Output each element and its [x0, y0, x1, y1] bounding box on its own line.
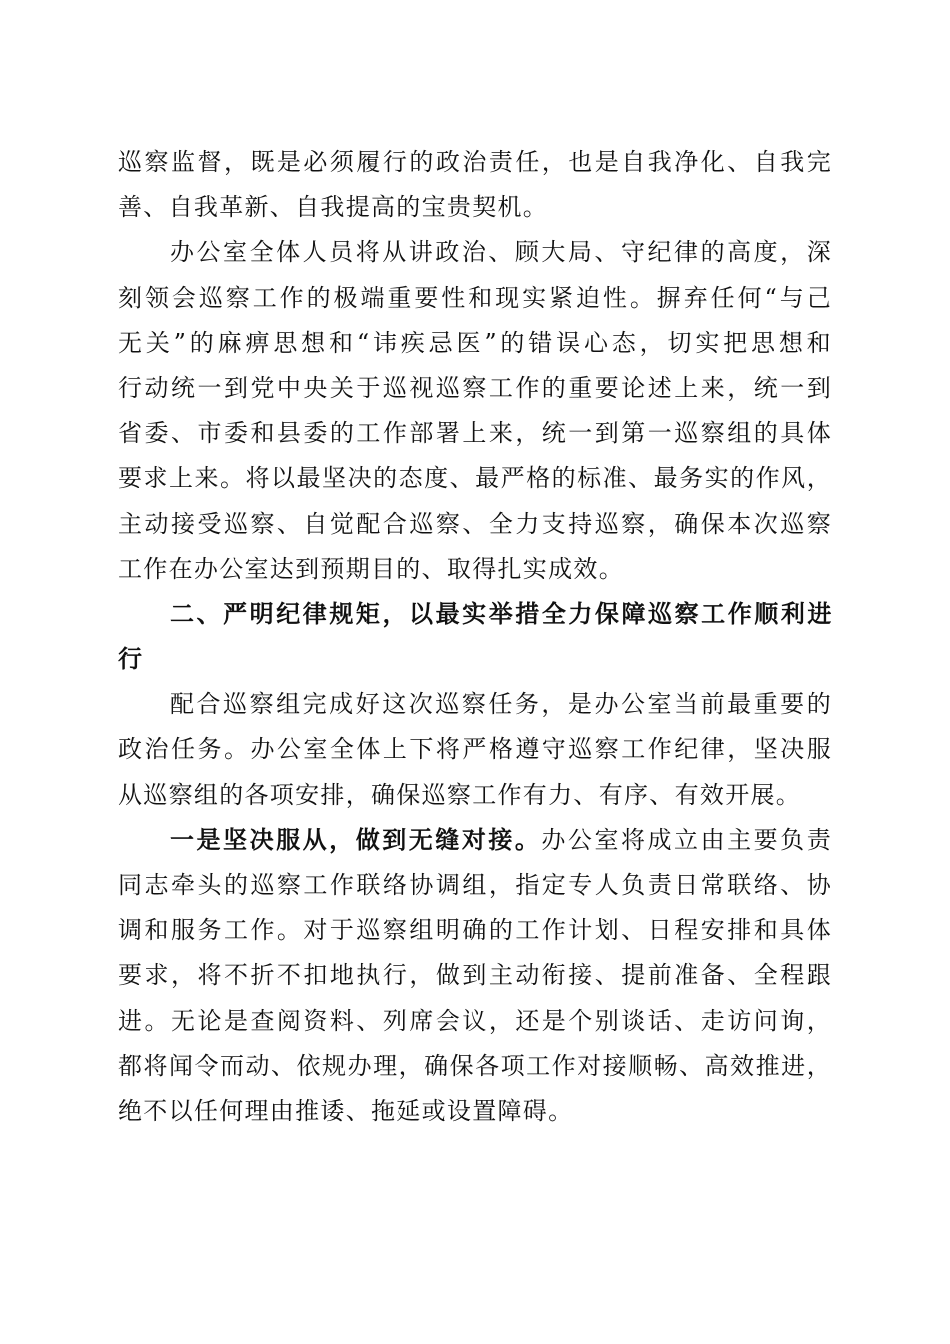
section-heading-2-line-1: 二、严明纪律规矩，以最实举措全力保障巡察工作顺利进 — [170, 599, 832, 628]
paragraph-2-line-4: 行动统一到党中央关于巡视巡察工作的重要论述上来，统一到 — [118, 373, 832, 402]
paragraph-4-line-1 — [118, 818, 832, 863]
paragraph-2-line-2: 刻领会巡察工作的极端重要性和现实紧迫性。摒弃任何“与己 — [118, 283, 832, 312]
paragraph-4-lead-phrase: 一是坚决服从，做到无缝对接。 — [170, 825, 542, 854]
paragraph-4-line-7: 绝不以任何理由推诿、拖延或设置障碍。 — [118, 1096, 574, 1125]
paragraph-3-line-2: 政治任务。办公室全体上下将严格遵守巡察工作纪律，坚决服 — [118, 735, 832, 764]
paragraph-2-line-5: 省委、市委和县委的工作部署上来，统一到第一巡察组的具体 — [118, 419, 832, 448]
paragraph-4-line-1-rest: 办公室将成立由主要负责 — [541, 825, 832, 854]
section-heading-2-line-2: 行 — [118, 645, 143, 674]
paragraph-4-line-2: 同志牵头的巡察工作联络协调组，指定专人负责日常联络、协 — [118, 871, 832, 899]
paragraph-2-line-1: 办公室全体人员将从讲政治、顾大局、守纪律的高度，深 — [170, 238, 832, 267]
paragraph-2-line-7: 主动接受巡察、自觉配合巡察、全力支持巡察，确保本次巡察 — [118, 509, 832, 538]
paragraph-4-line-3: 调和服务工作。对于巡察组明确的工作计划、日程安排和具体 — [118, 916, 832, 945]
paragraph-1-line-1: 巡察监督，既是必须履行的政治责任，也是自我净化、自我完 — [118, 148, 832, 176]
paragraph-1-line-2: 善、自我革新、自我提高的宝贵契机。 — [118, 193, 549, 222]
paragraph-4-line-6: 都将闻令而动、依规办理，确保各项工作对接顺畅、高效推进， — [118, 1051, 832, 1080]
paragraph-2-line-3: 无关”的麻痹思想和“讳疾忌医”的错误心态，切实把思想和 — [118, 328, 832, 357]
paragraph-3-line-1: 配合巡察组完成好这次巡察任务，是办公室当前最重要的 — [170, 690, 832, 719]
paragraph-4-line-5: 进。无论是查阅资料、列席会议，还是个别谈话、走访问询， — [118, 1006, 832, 1035]
paragraph-3-line-3: 从巡察组的各项安排，确保巡察工作有力、有序、有效开展。 — [118, 780, 802, 809]
paragraph-4-line-4: 要求，将不折不扣地执行，做到主动衔接、提前准备、全程跟 — [118, 961, 832, 990]
paragraph-2-line-8: 工作在办公室达到预期目的、取得扎实成效。 — [118, 554, 624, 583]
document-body — [118, 140, 832, 1134]
paragraph-2-line-6: 要求上来。将以最坚决的态度、最严格的标准、最务实的作风， — [118, 464, 832, 493]
